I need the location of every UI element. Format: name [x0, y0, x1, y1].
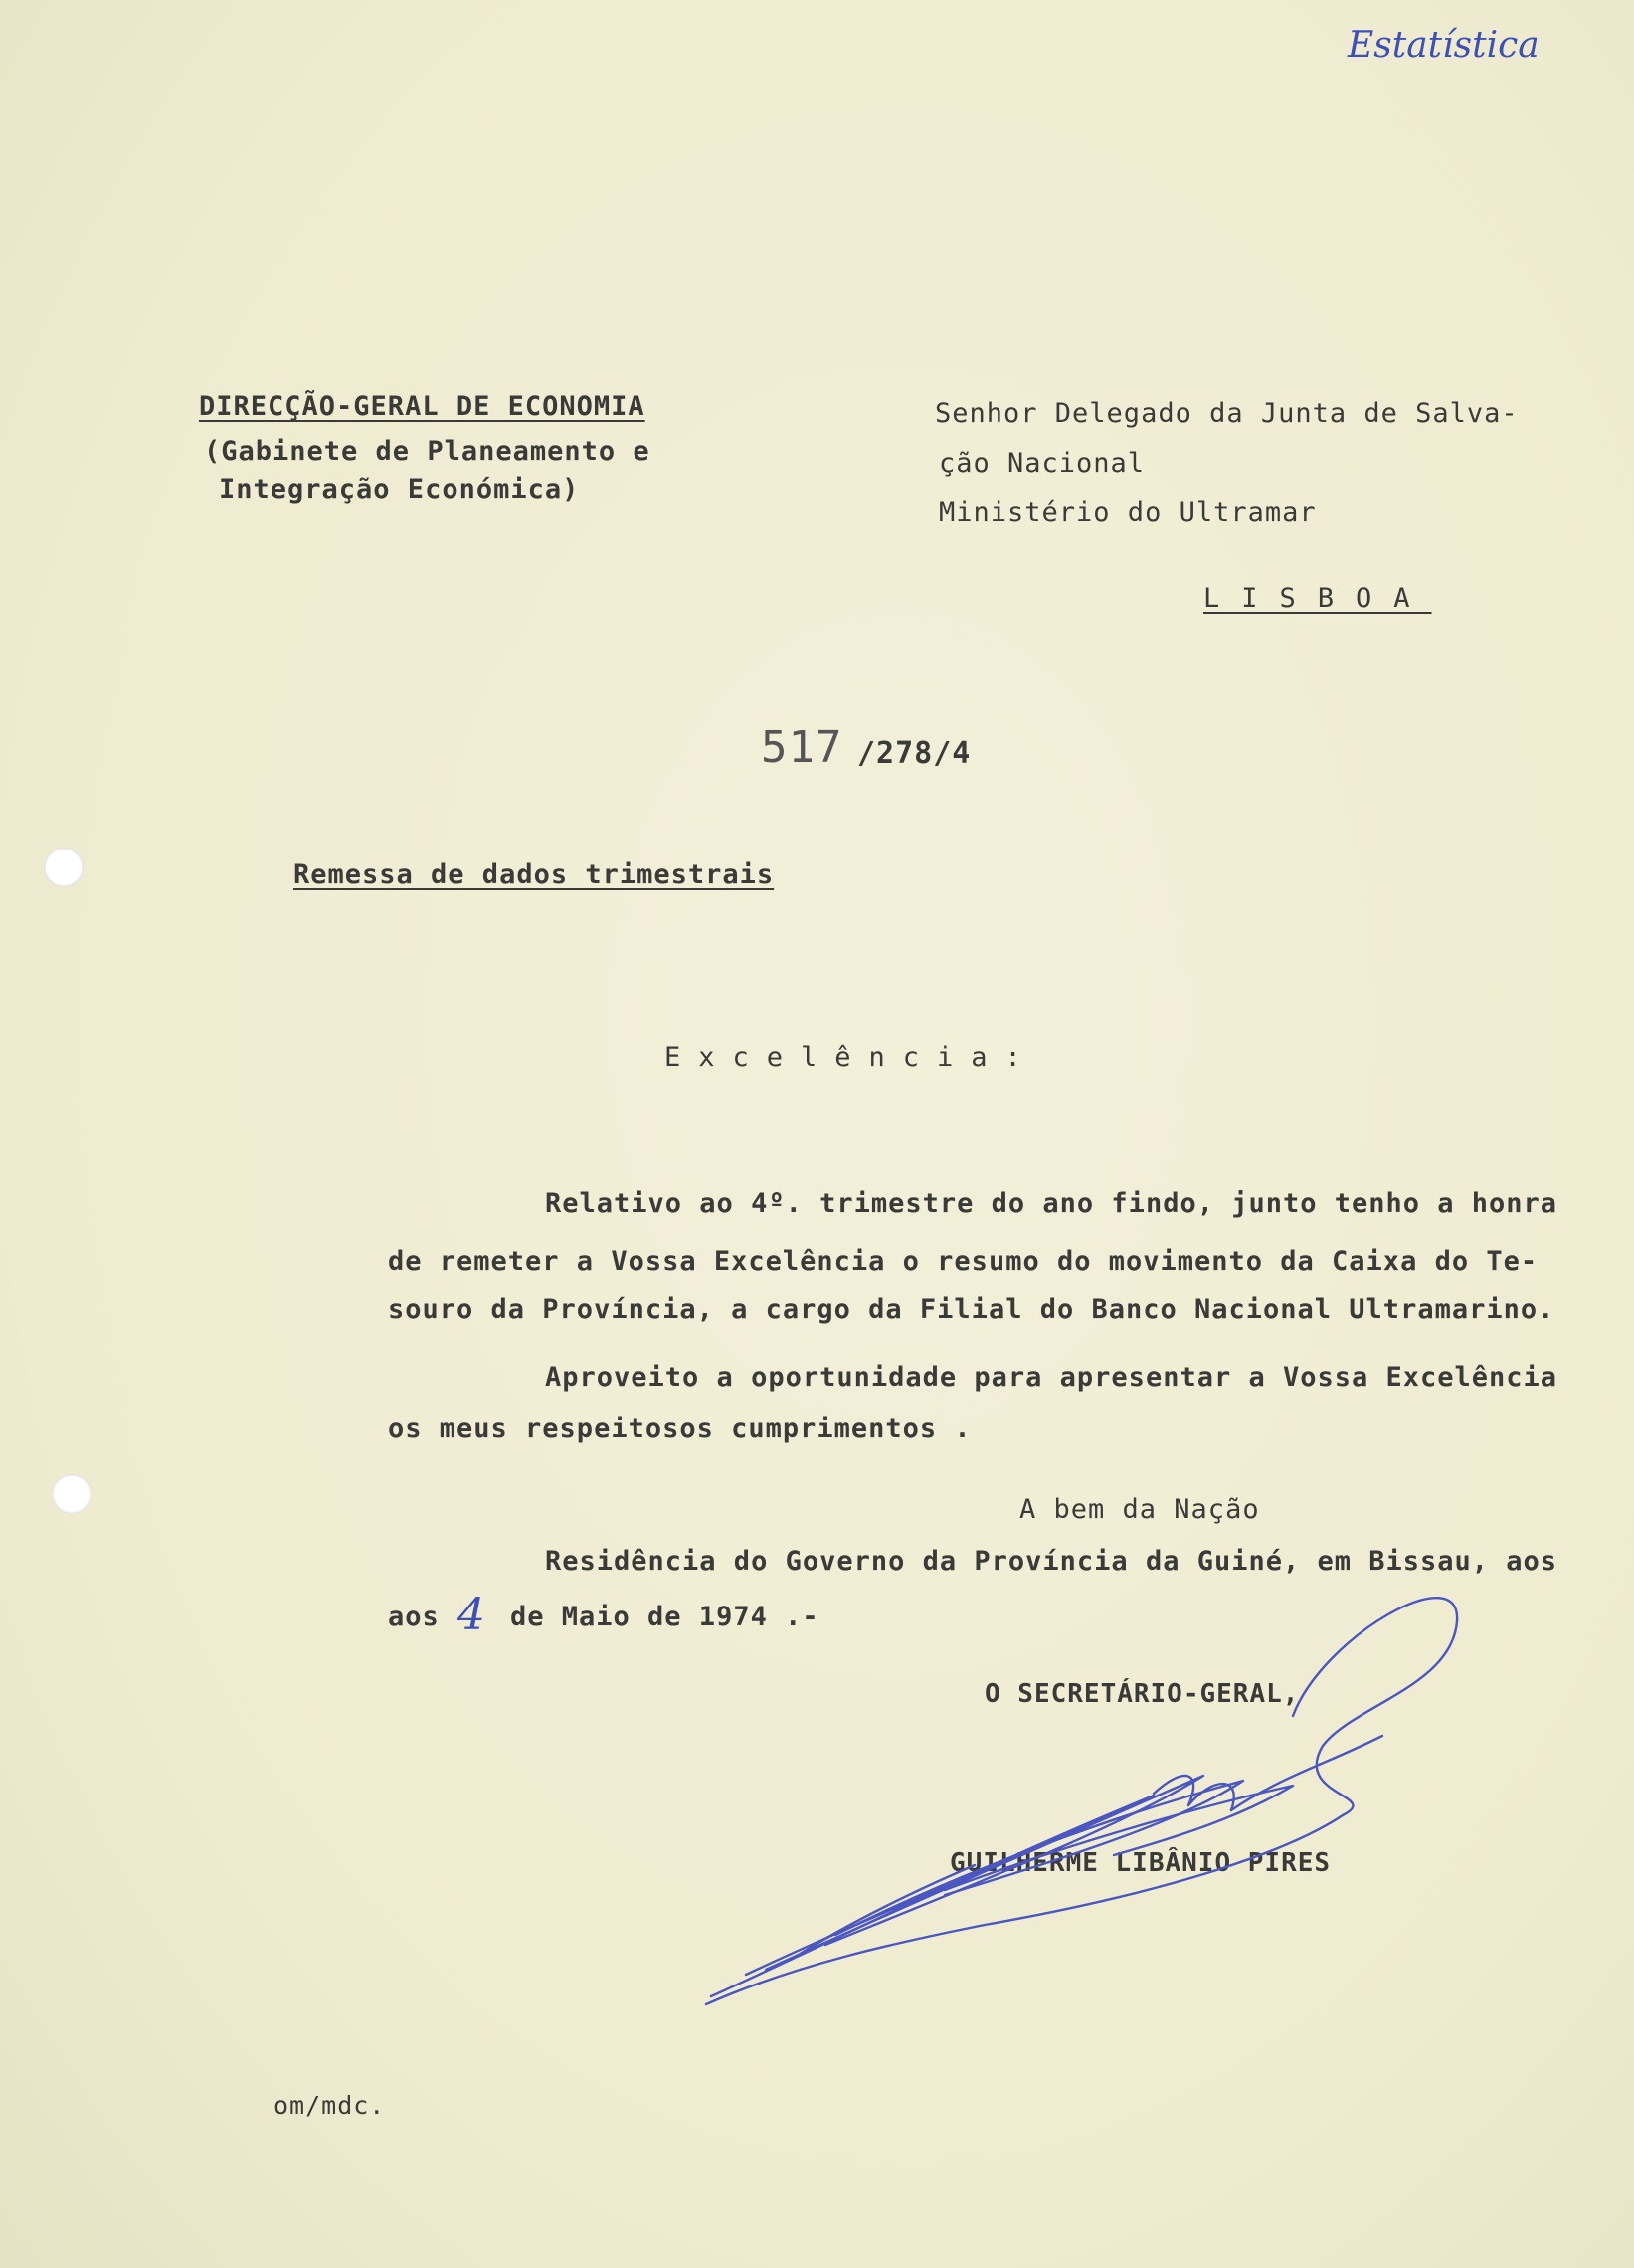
- subject-line: Remessa de dados trimestrais: [293, 859, 775, 890]
- handwritten-signature: [686, 1567, 1482, 2024]
- recipient-line2: ção Nacional: [939, 448, 1146, 478]
- typist-initials: om/mdc.: [273, 2091, 386, 2120]
- punch-hole-bottom: [52, 1474, 91, 1514]
- sender-office-line1: (Gabinete de Planeamento e: [204, 436, 650, 467]
- closing-place-line1: Residência do Governo da Província da Guiné, em Bissau, aos: [545, 1546, 1558, 1577]
- body-paragraph2-line1: Aproveito a oportunidade para apresentar a Vossa Excelência: [545, 1362, 1558, 1393]
- signatory-title: O SECRETÁRIO-GERAL,: [985, 1679, 1300, 1709]
- handwritten-annotation: Estatística: [1348, 25, 1540, 66]
- closing-place-line2-start: aos: [388, 1602, 440, 1632]
- recipient-line1: Senhor Delegado da Junta de Salva-: [935, 398, 1519, 429]
- recipient-line3: Ministério do Ultramar: [939, 497, 1317, 528]
- recipient-city: LISBOA: [1203, 583, 1432, 614]
- punch-hole-top: [44, 848, 84, 887]
- reference-code: /278/4: [857, 736, 972, 771]
- signatory-name: GUILHERME LIBÂNIO PIRES: [950, 1848, 1332, 1878]
- salutation: Excelência:: [664, 1042, 1039, 1073]
- body-paragraph1-line2: de remeter a Vossa Excelência o resumo do movimento da Caixa do Te-: [388, 1246, 1539, 1277]
- reference-number: 517: [761, 722, 843, 773]
- closing-motto: A bem da Nação: [1019, 1494, 1260, 1525]
- handwritten-day: 4: [457, 1590, 485, 1640]
- sender-office-line2: Integração Económica): [219, 474, 580, 505]
- body-paragraph1-line1: Relativo ao 4º. trimestre do ano findo, junto tenho a honra: [545, 1188, 1558, 1219]
- closing-place-line2-end: de Maio de 1974 .-: [510, 1602, 819, 1632]
- sender-department: DIRECÇÃO-GERAL DE ECONOMIA: [199, 391, 645, 422]
- body-paragraph1-line3: souro da Província, a cargo da Filial do Banco Nacional Ultramarino.: [388, 1294, 1555, 1325]
- body-paragraph2-line2: os meus respeitosos cumprimentos .: [388, 1414, 972, 1444]
